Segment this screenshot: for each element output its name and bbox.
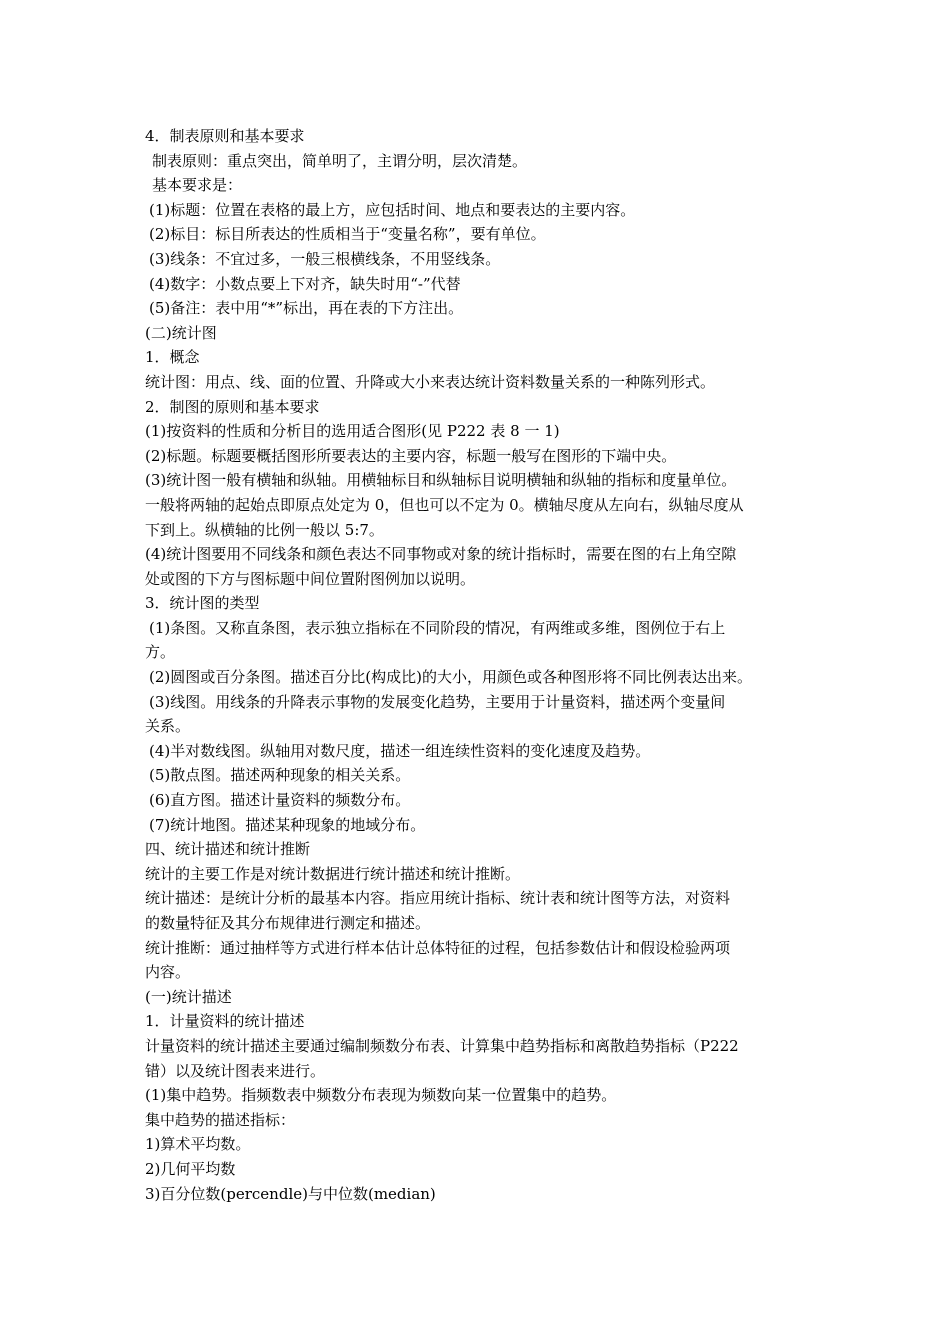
text-line: 下到上。纵横轴的比例一般以 5:7。 [145, 520, 384, 539]
text-line: (3)统计图一般有横轴和纵轴。用横轴标目和纵轴标目说明横轴和纵轴的指标和度量单位。 [145, 471, 737, 490]
text-line: 统计描述：是统计分析的最基本内容。指应用统计指标、统计表和统计图等方法，对资料 [145, 889, 731, 908]
list-item: (4)半对数线图。纵轴用对数尺度，描述一组连续性资料的变化速度及趋势。 [149, 741, 651, 760]
text-line: (2)标题。标题要概括图形所要表达的主要内容，标题一般写在图形的下端中央。 [145, 446, 677, 465]
text-line: 统计推断：通过抽样等方式进行样本估计总体特征的过程，包括参数估计和假设检验两项 [145, 938, 731, 957]
list-item: (4)数字：小数点要上下对齐，缺失时用“-”代替 [149, 274, 461, 293]
heading-line: 3．统计图的类型 [145, 594, 260, 613]
list-item: 1)算术平均数。 [145, 1135, 251, 1154]
text-line: 内容。 [145, 963, 191, 982]
list-item: (1)条图。又称直条图，表示独立指标在不同阶段的情况，有两维或多维，图例位于右上 [149, 618, 726, 637]
text-line: 方。 [145, 643, 176, 662]
heading-line: 1．计量资料的统计描述 [145, 1012, 305, 1031]
list-item: (2)圆图或百分条图。描述百分比(构成比)的大小，用颜色或各种图形将不同比例表达出来。 [149, 668, 752, 687]
text-line: 处或图的下方与图标题中间位置附图例加以说明。 [145, 569, 476, 588]
heading-line: 1．概念 [145, 348, 200, 367]
text-line: 关系。 [145, 717, 191, 736]
section-heading: (二)统计图 [145, 323, 217, 342]
text-line: 制表原则：重点突出，简单明了，主谓分明，层次清楚。 [152, 151, 528, 170]
text-line: 基本要求是： [152, 176, 243, 195]
list-item: (2)标目：标目所表达的性质相当于“变量名称”，要有单位。 [149, 225, 546, 244]
section-heading: (一)统计描述 [145, 987, 232, 1006]
text-line: 集中趋势的描述指标： [145, 1110, 296, 1129]
heading-line: 2．制图的原则和基本要求 [145, 397, 320, 416]
list-item: (1)标题：位置在表格的最上方，应包括时间、地点和要表达的主要内容。 [149, 200, 636, 219]
text-line: (1)按资料的性质和分析目的选用适合图形(见 P222 表 8 一 1) [145, 422, 560, 441]
list-item: (7)统计地图。描述某种现象的地域分布。 [149, 815, 426, 834]
text-line: 错）以及统计图表来进行。 [145, 1061, 326, 1080]
section-heading: 四、统计描述和统计推断 [145, 840, 311, 859]
text-line: (4)统计图要用不同线条和颜色表达不同事物或对象的统计指标时，需要在图的右上角空隙 [145, 545, 737, 564]
text-line: 计量资料的统计描述主要通过编制频数分布表、计算集中趋势指标和离散趋势指标（P222 [145, 1036, 739, 1055]
list-item: (5)备注：表中用“*”标出，再在表的下方注出。 [149, 299, 464, 318]
list-item: 2)几何平均数 [145, 1159, 236, 1178]
text-line: 的数量特征及其分布规律进行测定和描述。 [145, 914, 431, 932]
list-item: (6)直方图。描述计量资料的频数分布。 [149, 791, 411, 810]
list-item: 3)百分位数(percendle)与中位数(median) [145, 1184, 436, 1203]
list-item: (3)线条：不宜过多，一般三根横线条，不用竖线条。 [149, 249, 501, 268]
text-line: 统计图：用点、线、面的位置、升降或大小来表达统计资料数量关系的一种陈列形式。 [145, 372, 716, 391]
list-item: (5)散点图。描述两种现象的相关关系。 [149, 766, 411, 785]
text-line: 一般将两轴的起始点即原点处定为 0，但也可以不定为 0。横轴尽度从左向右，纵轴尽度从 [145, 495, 744, 514]
heading-line: 4．制表原则和基本要求 [145, 127, 305, 145]
text-line: (1)集中趋势。指频数表中频数分布表现为频数向某一位置集中的趋势。 [145, 1086, 617, 1105]
list-item: (3)线图。用线条的升降表示事物的发展变化趋势，主要用于计量资料，描述两个变量间 [149, 692, 726, 711]
document-page [145, 124, 815, 1206]
text-line: 统计的主要工作是对统计数据进行统计描述和统计推断。 [145, 864, 521, 883]
